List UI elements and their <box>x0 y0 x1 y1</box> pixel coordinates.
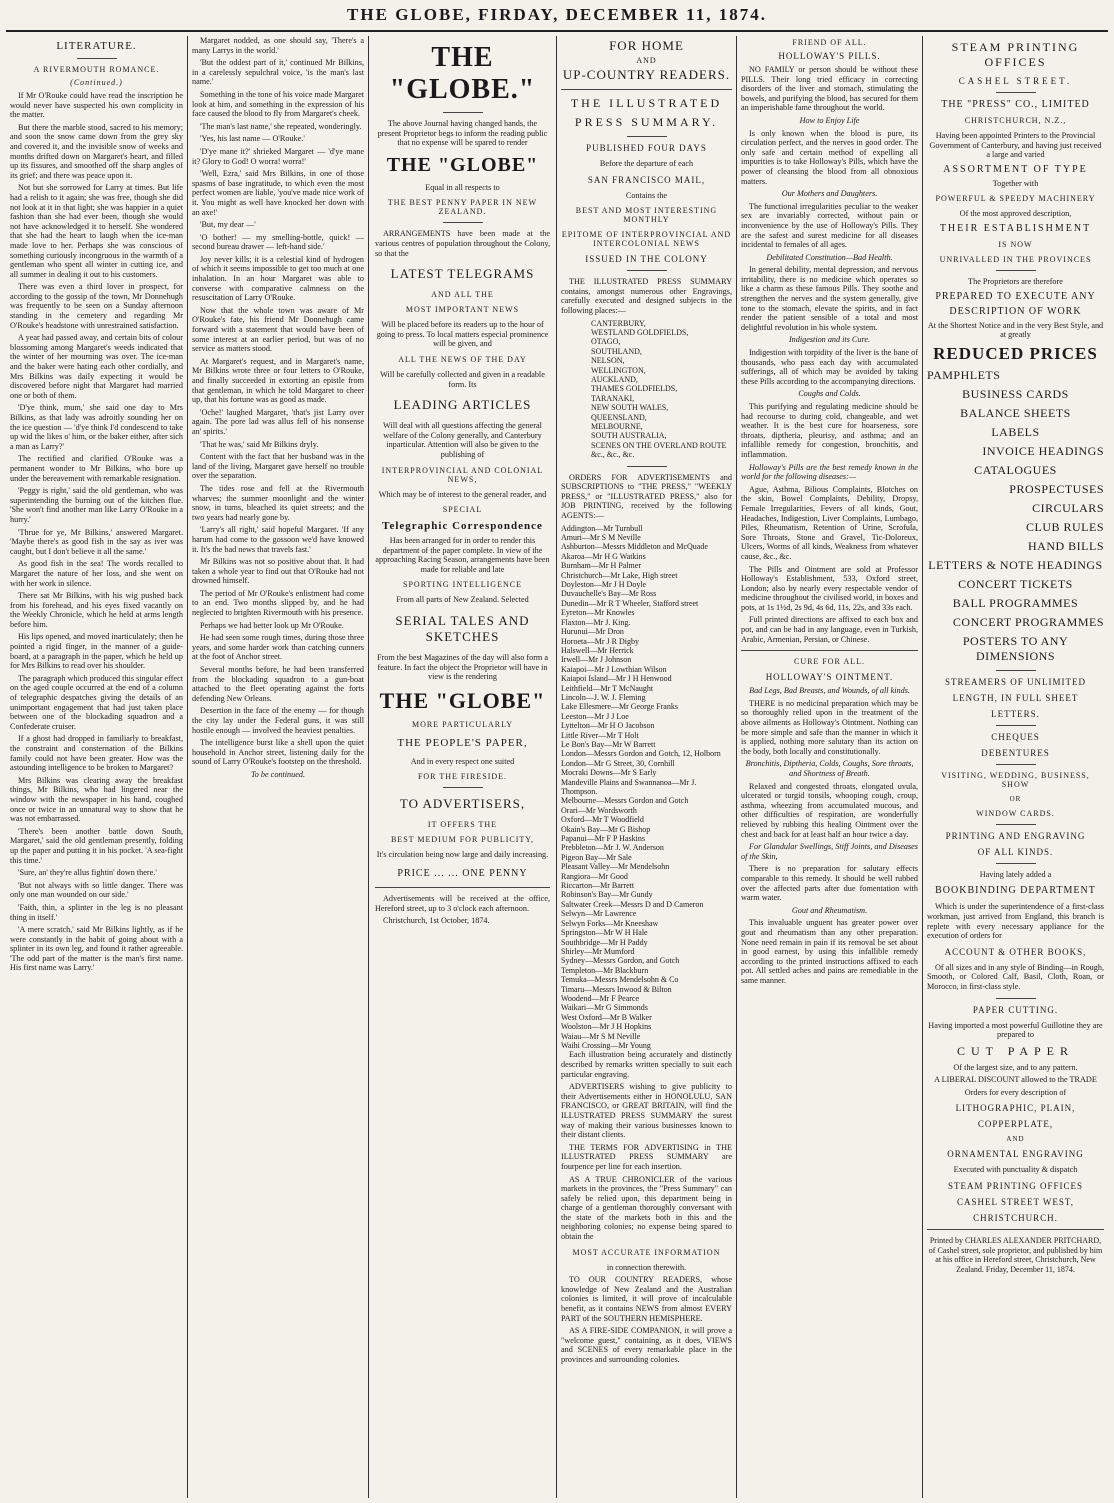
agent-item: Mandeville Plains and Swannanoa—Mr J. Thompson. <box>561 777 697 796</box>
visiting-cards: VISITING, WEDDING, BUSINESS, SHOW <box>941 770 1090 789</box>
divider <box>996 725 1036 726</box>
for-home: FOR HOME <box>609 38 684 53</box>
cashel-street-west: CASHEL STREET WEST, <box>957 1197 1074 1208</box>
enjoy-heading: How to Enjoy Life <box>799 115 860 125</box>
and-all-the: AND ALL THE <box>431 290 494 300</box>
printing-item: HAND BILLS <box>1028 538 1104 553</box>
agent-item: Eyreton—Mr Knowles <box>561 608 635 618</box>
glandular-text: There is no preparation for salutary effects comparable to this remedy. It should be well rubbed over the affected parts after due fomentation with warm water. <box>741 864 918 903</box>
paragraph: 'A mere scratch,' said Mr Bilkins lightly, as if he were constantly in the habit of going about with a splinter in its own leg, and found it rather agreeable. 'The odd part of the matter is the man's first name. His first name was Larry.' <box>10 925 183 973</box>
paragraph: As good fish in the sea! The words recalled to Margaret the nature of her loss, and she went on with her work in silence. <box>10 559 183 588</box>
issued: ISSUED IN THE COLONY <box>585 254 708 265</box>
agent-item: Oxford—Mr T Woodfield <box>561 815 644 825</box>
powerful-machinery: POWERFUL & SPEEDY MACHINERY <box>935 194 1096 204</box>
from-all-parts: From all parts of New Zealand. Selected <box>396 595 529 605</box>
every-respect: And in every respect one suited <box>410 756 515 766</box>
assortment-of-type: ASSORTMENT OF TYPE <box>943 163 1088 175</box>
remedy-heading: Holloway's Pills are the best remedy known in the world for the following diseases:— <box>741 462 918 482</box>
largest-size: Of the largest size, and to any pattern. <box>953 1062 1078 1072</box>
best-penny: THE BEST PENNY PAPER IN NEW ZEALAND. <box>387 198 538 217</box>
paragraph: Mrs Bilkins was clearing away the breakfast things, Mr Bilkins, who had lingered near the window with the newspaper in his hand, coughed once or twice in an unnatural way to show that he was not embarrassed. <box>10 775 183 824</box>
agent-item: Southbridge—Mr H Paddy <box>561 937 648 947</box>
contains: Contains the <box>625 190 668 200</box>
christchurch-nz: CHRISTCHURCH, N.Z., <box>964 116 1067 125</box>
divider <box>77 58 117 59</box>
paragraph: 'Well, Ezra,' said Mrs Bilkins, in one of those spasms of base ingratitude, to which even the most perfect women are liable, 'you've made nice work of it. You might as well have knocked her down with an axe!' <box>192 169 364 217</box>
cut-paper: CUT PAPER <box>956 1043 1075 1058</box>
summary-text: THE ILLUSTRATED PRESS SUMMARY contains, amongst numerous other Engravings, carefully executed and designed subjects in the following places:— <box>561 277 732 315</box>
press-co: THE "PRESS" CO., LIMITED <box>941 99 1090 110</box>
paragraph: There was even a third lover in prospect, for according to the gossip of the town, Mr Donnehugh was frequently to be seen on a Sunday afternoon standing in the cemetery and regarding Mr O'Rouke's headstone with unrestrained satisfaction. <box>10 282 183 330</box>
all-sizes: Of all sizes and in any style of Binding—in Rough, Smooth, or Colored Calf, Basil, Cloth, Roan, or Morocco, in first-class style. <box>927 962 1104 991</box>
column-story-continued <box>187 36 368 1498</box>
cheques: CHEQUES <box>991 731 1040 742</box>
mothers-text: The functional irregularities peculiar to the weaker sex are invariably corrected, without pain or inconvenience by the use of Holloway's Pills. They are the safest and surest medicine for all diseases incidental to females of all ages. <box>741 201 918 250</box>
agent-item: London—Mr G Street, 30, Cornhill <box>561 758 675 768</box>
steam-printing-offices-2: STEAM PRINTING OFFICES <box>947 1181 1083 1192</box>
advertisers-note: ADVERTISERS wishing to give publicity to their Advertisements either in HONOLULU, SAN FRANCISCO, or GREAT BRITAIN, will find the ILLUSTRATED PRESS SUMMARY the surest way of making their various businesses known to their distant clients. <box>561 1082 732 1140</box>
letters: LETTERS. <box>991 708 1040 719</box>
press-summary-title: PRESS SUMMARY. <box>574 115 719 129</box>
bad-legs: Bad Legs, Bad Breasts, and Wounds, of all kinds. <box>749 686 910 696</box>
reduced-prices: REDUCED PRICES <box>933 343 1098 363</box>
enjoy-text: Is only known when the blood is pure, its circulation perfect, and the nerves in good order. The only safe and certain method of expelling all impurities is to take Holloway's Pills, which have the power of cleansing the blood from all obnoxious matters. <box>741 128 918 186</box>
bronchitis-text: Relaxed and congested throats, elongated uvula, ulcerated or turgid tonsils, whooping cough, croup, asthma, wheezing from accumulated mucous, and other difficulties of respiration, are wonderfully relieved by rubbing this healing Ointment over the chest and back for at least half an hour twice a day. <box>741 781 918 839</box>
special: SPECIAL <box>442 505 483 515</box>
prepared: PREPARED TO EXECUTE ANY <box>935 290 1096 302</box>
is-now: IS NOW <box>998 239 1033 249</box>
agent-item: Lake Ellesmere—Mr George Franks <box>561 702 678 712</box>
place-item: SCENES ON THE OVERLAND ROUTE &c., &c., &c. <box>591 440 727 460</box>
fireside-companion: AS A FIRE-SIDE COMPANION, it will prove a "welcome guest," containing, as it does, VIEWS and SCENES of every remarkable place in the provinces and surrounding colonies. <box>561 1326 732 1364</box>
paragraph: Several months before, he had been transferred from the blockading squadron to a gun-boat attached to the fleet operating against the forts defending New Orleans. <box>192 665 364 703</box>
paragraph: 'But, my dear —' <box>200 220 256 230</box>
place-item: QUEENSLAND, <box>591 412 647 422</box>
latest-telegrams: LATEST TELEGRAMS <box>390 266 535 282</box>
full-directions: Full printed directions are affixed to each box and pot, and can be had in any language, even in Turkish, Arabic, Armenian, Persian, or Chinese. <box>741 615 918 644</box>
agent-item: Horoeta—Mr J R Digby <box>561 636 639 646</box>
agent-item: Akaroa—Mr H G Watkins <box>561 551 646 561</box>
paragraph: 'The man's last name,' she repeated, wonderingly. <box>200 121 362 131</box>
place-item: THAMES GOLDFIELDS, <box>591 384 678 394</box>
agent-item: Dunedin—Mr R T Wheeler, Stafford street <box>561 598 699 608</box>
agent-item: Okain's Bay—Mr G Bishop <box>561 824 651 834</box>
paragraph: 'D'ye mane it?' shrieked Margaret — 'd'ye mane it? Glory to God! O worra! worra!' <box>192 146 364 166</box>
agent-item: Burnham—Mr H Palmer <box>561 561 641 571</box>
place-item: NELSON, <box>591 356 625 366</box>
and-text-2: AND <box>1006 1135 1025 1144</box>
divider <box>927 1229 1104 1230</box>
story-text <box>10 91 183 973</box>
divider <box>443 787 483 788</box>
paragraph: 'There's been another battle down South, Margaret,' said the old gentleman presently, folding up the paper and putting it in his pocket. 'A sea-fight this time.' <box>10 826 183 865</box>
globe-intro: The above Journal having changed hands, the present Proprietor begs to inform the reading public that no expense will be spared to render <box>377 119 548 148</box>
agent-item: Little River—Mr T Holt <box>561 730 639 740</box>
agent-item: Leeston—Mr J J Loe <box>561 711 629 721</box>
serial-tales: SERIAL TALES AND SKETCHES <box>395 613 530 645</box>
description-of-work: DESCRIPTION OF WORK <box>949 305 1082 317</box>
continued-note: (Continued.) <box>70 78 123 87</box>
ads-received: Advertisements will be received at the office, Hereford street, up to 3 o'clock each afternoon. <box>375 894 550 913</box>
divider <box>996 764 1036 765</box>
which-may: Which may be of interest to the general reader, and <box>378 489 547 499</box>
story-title: A RIVERMOUTH ROMANCE. <box>33 65 160 74</box>
all-news: ALL THE NEWS OF THE DAY <box>398 354 527 364</box>
each-illustration: Each illustration being accurately and distinctly described by remarks written specially to suit each particular engraving. <box>561 1050 732 1079</box>
carefully-collected: Will be carefully collected and given in a readable form. Its <box>380 369 545 389</box>
column-printing-offices <box>922 36 1108 1498</box>
proprietors: The Proprietors are therefore <box>968 276 1063 286</box>
agent-item: Orari—Mr Wordsworth <box>561 805 637 815</box>
agent-item: Duvauchelle's Bay—Mr Ross <box>561 589 657 599</box>
of-all-kinds: OF ALL KINDS. <box>977 846 1054 857</box>
bookbinding: BOOKBINDING DEPARTMENT <box>935 885 1096 897</box>
agent-item: London—Messrs Gordon and Gotch, 12, Holborn <box>561 749 721 759</box>
divider <box>996 998 1036 999</box>
paragraph: He had seen some rough times, during those three years, and some harder work than catching cunners at the foot of Anchor street. <box>192 633 364 662</box>
literature-heading: LITERATURE. <box>56 40 137 52</box>
orders-for: Orders for every description of <box>964 1087 1067 1097</box>
copperplate: COPPERPLATE, <box>977 1119 1054 1130</box>
unrivalled: UNRIVALLED IN THE PROVINCES <box>939 254 1092 264</box>
their-establishment: THEIR ESTABLISHMENT <box>939 222 1092 234</box>
agent-item: Melbourne—Messrs Gordon and Gotch <box>561 796 689 806</box>
sporting-intelligence: SPORTING INTELLIGENCE <box>403 580 522 590</box>
agent-item: Le Bon's Bay—Mr W Barrett <box>561 739 656 749</box>
paragraph: But there the marble stood, sacred to his memory; and soon the snow came down from the grey sky and covered it, and the invisible snow of weeks and months drifted down on Margaret's heart, and filled up its fissures, and smoothed off the sharp angles of its grief; and there was peace upon it. <box>10 122 183 180</box>
paragraph: Not but she sorrowed for Larry at times. But life had a relish to it again; she was free, though she did not look at it in that light; she was happier in a quiet fashion than she had ever been, though she would not have acknowledged it to herself. She wondered that she had the heart to laugh when the ice-man made love to her. Perhaps she was conscious of something curiously incongruous in the warmth of a gentleman who spent all winter in cutting ice, and all summer in dealing it out to his customers. <box>10 183 183 279</box>
telegraphic-correspondence: Telegraphic Correspondence <box>382 520 543 533</box>
debility-text: In general debility, mental depression, and nervous irritability, there is no medicine which operates so like a charm as these famous Pills. They soothe and strengthen the nerves and the system generally, give tone to the stomach, elevate the spirits, and in fact render the patient sensible of a total and most delightful revolution in his whole system. <box>741 265 918 332</box>
printing-item: PAMPHLETS <box>927 367 1001 382</box>
agent-item: Flaxton—Mr J. King. <box>561 617 631 627</box>
paragraph: His lips opened, and moved inarticulately; then he pointed a rigid finger, in the manner of a guide-board, at a paragraph in the paper, which he held up for Mrs Bilkins to read over his shoulder. <box>10 632 183 671</box>
paragraph: 'D'ye think, mum,' she said one day to Mrs Bilkins, as that lady was adroitly sounding her on the ice question — 'd'ye think I'd condescend to take up wid the likes o' him, or the baker either, after sich a man as Larry?' <box>10 403 183 451</box>
best-medium: BEST MEDIUM FOR PUBLICITY, <box>390 835 535 845</box>
paragraph: 'Yes, his last name — O'Rouke.' <box>200 134 305 144</box>
place-item: MELBOURNE, <box>591 422 643 432</box>
divider <box>627 270 667 271</box>
gout-heading: Gout and Rheumatism. <box>791 905 868 915</box>
printing-item: BALANCE SHEETS <box>960 405 1071 420</box>
column-literature <box>6 36 187 1498</box>
printing-item: CONCERT PROGRAMMES <box>952 614 1104 629</box>
ornamental-engraving: ORNAMENTAL ENGRAVING <box>947 1149 1084 1160</box>
to-advertisers: TO ADVERTISERS, <box>399 796 526 812</box>
printing-items-list <box>927 368 1104 664</box>
agent-item: Leithfield—Mr T McNaught <box>561 683 654 693</box>
agent-item: Rangiora—Mr Good <box>561 871 628 881</box>
place-item: NEW SOUTH WALES, <box>591 403 669 413</box>
paragraph: Desertion in the face of the enemy — for though the city lay under the Federal guns, it was still hostile enough — involved the heaviest penalties. <box>192 706 364 735</box>
agent-item: Pigeon Bay—Mr Sale <box>561 852 632 862</box>
agent-item: Kaiapoi Island—Mr J H Henwood <box>561 674 672 684</box>
paragraph: The paragraph which produced this singular effect on the aged couple occurred at the end of a column of telegraphic despatches giving the details of an unimportant engagement that had just taken place between one of the blockading squadron and a Confederate cruiser. <box>10 673 183 731</box>
steam-printing-offices: STEAM PRINTING OFFICES <box>951 40 1080 69</box>
debentures: DEBENTURES <box>981 747 1050 758</box>
dateline: Christchurch, 1st October, 1874. <box>383 916 490 926</box>
agent-item: Waiau—Mr S M Neville <box>561 1031 641 1041</box>
divider <box>627 466 667 467</box>
agent-item: Saltwater Creek—Messrs D and D Cameron <box>561 899 704 909</box>
divider <box>375 887 550 888</box>
length: LENGTH, IN FULL SHEET <box>952 692 1079 703</box>
paragraph: 'Peggy is right,' said the old gentleman, who was superintending the burning out of the kitchen flue. 'She won't find another man like Larry O'Rouke in a hurry.' <box>10 486 183 524</box>
agent-item: Kaiapoi—Mr J Lowthian Wilson <box>561 664 667 674</box>
paragraph: 'Sure, an' they're allus fightin' down there.' <box>18 868 157 878</box>
printing-item: BUSINESS CARDS <box>962 386 1069 401</box>
paragraph: The tides rose and fell at the Rivermouth wharves; the summer moonlight and the winter snow, in turns, bleached its quiet streets; and the two years had nearly gone by. <box>192 483 364 522</box>
more-particularly: MORE PARTICULARLY <box>412 719 513 729</box>
paragraph: A year had passed away, and certain bits of colour blossoming among Margaret's weeds indicated that the winter of her mourning was over. The ice-man and the baker were hating each other cordially, and Mrs Bilkins was daily expecting it would be discovered before night that Margaret had married one or both of them. <box>10 333 183 400</box>
chronicler: AS A TRUE CHRONICLER of the various markets in the provinces, the "Press Summary" can safely be relied upon, this department being in charge of a gentleman thoroughly conversant with the state of the markets both in this and the neighboring colonies; no expense being spared to obtain the <box>561 1174 732 1242</box>
pills-intro: NO FAMILY or person should be without these PILLS. Their long tried efficacy in correcting disorders of the liver and stomach, stimulating the bowels, and purifying the blood, has secured for them an imperishable fame throughout the world. <box>741 65 918 113</box>
coughs-text: This purifying and regulating medicine should be had recourse to during cold, changeable, and wet weather. It is the best cure for hoarseness, sore throats, diptheria, pleurisy, and asthma; and an infallible remedy for congestion, bronchitis, and inflammation. <box>741 402 918 459</box>
agent-item: Riccarton—Mr Barrett <box>561 881 635 891</box>
before-departure: Before the departure of each <box>599 159 694 168</box>
liberal-discount: A LIBERAL DISCOUNT allowed to the TRADE <box>934 1075 1097 1085</box>
printing-item: PROSPECTUSES <box>1009 481 1104 496</box>
agent-item: Mocraki Downs—Mr S Early <box>561 768 657 778</box>
divider <box>996 863 1036 864</box>
placed-before: Will be placed before its readers up to the hour of going to press. To local matters especial prominence will be given, and <box>376 320 549 349</box>
paragraph: 'But the oddest part of it,' continued Mr Bilkins, in a carelessly sepulchral voice, 'is the man's last name.' <box>192 58 364 87</box>
coughs-heading: Coughs and Colds. <box>798 389 861 399</box>
agent-item: Waikari—Mr G Simmonds <box>561 1003 648 1013</box>
agent-item: Papanui—Mr F P Haskins <box>561 834 645 844</box>
imprint: Printed by CHARLES ALEXANDER PRITCHARD, of Cashel street, sole proprietor, and published by him at his office in Hereford street, Christchurch, New Zealand. Friday, December 11, 1874. <box>928 1236 1103 1274</box>
having-been: Having been appointed Printers to the Provincial Government of Canterbury, and having just received a large and varied <box>929 131 1102 160</box>
circulation: It's circulation being now large and daily increasing. <box>376 850 549 860</box>
paragraph: 'Oche!' laughed Margaret, 'that's jist Larry over again. The pore lad was allus fell of his nonsense an' spirits.' <box>192 407 364 436</box>
printing-item: LABELS <box>991 424 1040 439</box>
most-approved: Of the most approved description, <box>959 209 1072 219</box>
place-item: TARANAKI, <box>591 393 635 403</box>
agent-item: Shirley—Mr Mumford <box>561 946 635 956</box>
upcountry-readers: UP-COUNTRY READERS. <box>562 67 731 82</box>
having-lately: Having lately added a <box>979 869 1052 879</box>
sold-at: The Pills and Ointment are sold at Professor Holloway's Establishment, 533, Oxford street, London; also by nearly every respectable vendor of medicine throughout the civilised world, in boxes and pots, at 1s 1½d, 2s 9d, 4s 6d, 11s, 22s, and 33s each. <box>741 564 918 612</box>
indigestion-text: Indigestion with torpidity of the liver is the bane of thousands, who pass each day with accumulated sufferings, all of which may be avoided by taking these Pills according to the accompanying directions. <box>741 348 918 386</box>
holloways-pills: HOLLOWAY'S PILLS. <box>778 51 881 61</box>
column-press-summary <box>556 36 736 1498</box>
printing-item: INVOICE HEADINGS <box>982 443 1104 458</box>
or-text: OR <box>1009 794 1022 803</box>
cashel-street: CASHEL STREET. <box>958 76 1073 86</box>
agent-item: Selwyn—Mr Lawrence <box>561 909 637 919</box>
indigestion-heading: Indigestion and its Cure. <box>788 335 871 345</box>
divider <box>996 92 1036 93</box>
printing-engraving: PRINTING AND ENGRAVING <box>945 830 1086 841</box>
place-item: SOUTH AUSTRALIA, <box>591 431 667 441</box>
best-monthly: BEST AND MOST INTERESTING MONTHLY <box>575 206 718 225</box>
price: PRICE ... ... ONE PENNY <box>397 868 528 880</box>
account-books: ACCOUNT & OTHER BOOKS, <box>944 946 1087 957</box>
column-globe-ad <box>368 36 556 1498</box>
streamers: STREAMERS OF UNLIMITED <box>944 676 1086 687</box>
paragraph: 'Thrue for ye, Mr Bilkins,' answered Margaret. 'Maybe there's as good fish in the say as iver was caught, but I don't believe it all the same.' <box>10 527 183 556</box>
paragraph: 'That he was,' said Mr Bilkins dryly. <box>200 439 319 449</box>
agent-item: Temuka—Messrs Mendelsohn & Co <box>561 975 679 985</box>
place-item: OTAGO, <box>591 337 621 347</box>
peoples-paper: THE PEOPLE'S PAPER, <box>397 736 528 749</box>
for-the-fireside: FOR THE FIRESIDE. <box>417 772 508 782</box>
agent-item: Prebbleton—Mr J. W. Anderson <box>561 843 664 853</box>
arrangements: ARRANGEMENTS have been made at the various centres of population throughout the Colony, so that the <box>375 229 550 258</box>
cure-for-all: CURE FOR ALL. <box>793 657 865 667</box>
bronchitis-heading: Bronchitis, Diptheria, Colds, Coughs, Sore throats, and Shortness of Breath. <box>745 759 914 778</box>
most-important-news: MOST IMPORTANT NEWS <box>405 305 520 315</box>
agent-item: Selwyn Forks—Mr Kneeshaw <box>561 918 659 928</box>
to-be-continued: To be continued. <box>250 769 306 779</box>
printing-item: BALL PROGRAMMES <box>952 595 1079 610</box>
debility-heading: Debilitated Constitution—Bad Health. <box>766 252 893 262</box>
accurate-info: MOST ACCURATE INFORMATION <box>572 1247 721 1257</box>
no-medicinal: THERE is no medicinal preparation which may be so thoroughly relied upon in the treatment of the above ailments as Holloway's Ointment. Nothing can be more simple and safe than the manner in which it is applied, nothing more salutary than its action on the body, both locally and constitutionally. <box>741 698 918 756</box>
agent-item: Doyleston—Mr J H Doyle <box>561 580 647 590</box>
equal-text: Equal in all respects to <box>425 182 500 192</box>
paragraph: The period of Mr O'Rouke's enlistment had come to an end. Two months slipped by, and he had neglected to brighten Rivermouth with his presence. <box>192 588 364 618</box>
printing-item: CLUB RULES <box>1025 519 1104 534</box>
terms: THE TERMS FOR ADVERTISING in THE ILLUSTRATED PRESS SUMMARY are fourpence per line for each insertion. <box>561 1142 732 1171</box>
divider <box>996 270 1036 271</box>
lithographic: LITHOGRAPHIC, PLAIN, <box>955 1103 1076 1114</box>
paragraph: 'Faith, thin, a splinter in the leg is no pleasant thing in itself.' <box>10 902 183 922</box>
globe-title-3: THE "GLOBE" <box>379 687 546 713</box>
agent-item: Hurunui—Mr Dron <box>561 627 624 637</box>
paragraph: Now that the whole town was aware of Mr O'Rouke's fate, his friend Mr Donnehugh came forward with a statement that would have been of some interest at an earlier period, but was of no service as matters stood. <box>192 305 364 354</box>
christchurch: CHRISTCHURCH. <box>973 1213 1058 1224</box>
agent-item: Lyttelton—Mr H O Jacobson <box>561 721 655 731</box>
divider <box>443 222 483 223</box>
printing-item: CIRCULARS <box>1032 500 1104 515</box>
leading-articles: LEADING ARTICLES <box>393 397 532 413</box>
paragraph: If a ghost had dropped in familiarly to breakfast, the constraint and consternation of the Bilkins family could not have been greater. How was the astounding intelligence to be broken to Margaret? <box>10 734 183 773</box>
shortest-notice: At the Shortest Notice and in the very Best Style, and at greatly <box>927 320 1104 340</box>
divider <box>443 112 483 113</box>
friend-of-all: FRIEND OF ALL. <box>792 38 867 47</box>
place-item: SOUTHLAND, <box>591 346 642 356</box>
it-offers: IT OFFERS THE <box>427 820 498 830</box>
paragraph: Something in the tone of his voice made Margaret look at him, and something in the expression of his face caused the blood to fly from Margaret's cheek. <box>192 89 365 119</box>
agent-item: Irwell—Mr J Johnson <box>561 655 632 665</box>
will-deal: Will deal with all questions affecting the general welfare of the Colony generally, and Canterbury inparticular. Attention will also be given to the publishing of <box>383 421 542 459</box>
divider <box>741 650 918 651</box>
agent-item: Springston—Mr W H Hale <box>561 928 648 938</box>
gout-text: This invaluable unguent has greater power over gout and rheumatism than any other preparation. None need remain in pain if its removal be set about in good earnest, by using this infallible remedy according to the printed instructions affixed to each pot. All settled aches and pains are remediable in the same manner. <box>741 918 918 985</box>
places-list <box>561 319 732 460</box>
paragraph: Margaret nodded, as one should say, 'There's a many Larrys in the world.' <box>192 36 364 55</box>
divider <box>996 824 1036 825</box>
masthead-rule <box>6 30 1108 32</box>
paragraph: Mr Bilkins was not so positive about that. It had taken a whole year to find out that O'Rouke had not drowned himself. <box>192 557 364 586</box>
paragraph: The rectified and clarified O'Rouke was a permanent wonder to Mr Bilkins, who bore up under the bereavement with remarkable resignation. <box>10 454 183 483</box>
has-been-arranged: Has been arranged for in order to render this department of the paper complete. In view of the approaching Racing Season, arrangements have been made for reliable and late <box>375 536 550 574</box>
agent-item: Christchurch—Mr Lake, High street <box>561 570 678 580</box>
and-text: AND <box>636 56 657 65</box>
agent-item: Templeton—Mr Blackburn <box>561 965 649 975</box>
country-readers: TO OUR COUNTRY READERS, whose knowledge of New Zealand and the Australian colonies is limited, it will prove of incalculable benefit, as it contains NEWS from almost EVERY PART of the SOUTHERN HEMISPHERE. <box>561 1275 732 1323</box>
agent-item: Lincoln—J. W. J. Fleming <box>561 692 646 702</box>
paragraph: Content with the fact that her husband was in the land of the living, Margaret gave herself no trouble over the separation. <box>192 452 364 481</box>
remedy-list: Ague, Asthma, Bilious Complaints, Blotches on the skin, Bowel Complaints, Debility, Dropsy, Female Irregularities, Fevers of all kinds, Gout, Headaches, Indigestion, Liver Complaints, Lumbago, Piles, Rheumatism, Retention of Urine, Scrofula, Sore Throats, Stone and Gravel, Tic-Doloreux, Ulcers, Worms of all kinds, Weakness from whatever cause, &c., &c. <box>741 484 918 561</box>
in-connection: in connection therewith. <box>606 1262 687 1272</box>
paragraph: 'O bother! — my smelling-bottle, quick! — second bureau drawer — left-hand side.' <box>192 232 364 252</box>
agent-item: Robinson's Bay—Mr Gundy <box>561 890 653 900</box>
agent-item: Sydney—Messrs Gordon, and Gotch <box>561 956 680 966</box>
agent-item: Waihi Crossing—Mr Young <box>561 1040 651 1050</box>
paper-cutting: PAPER CUTTING. <box>972 1004 1059 1015</box>
glandular-heading: For Glandular Swellings, Stiff Joints, and Diseases of the Skin, <box>741 842 918 861</box>
agent-item: Addington—Mr Turnbull <box>561 523 643 533</box>
agent-item: Amuri—Mr S M Neville <box>561 533 641 543</box>
orders: ORDERS FOR ADVERTISEMENTS and SUBSCRIPTIONS to "THE PRESS," "WEEKLY PRESS," or "ILLUSTRATED PRESS," also for JOB PRINTING, received by the following AGENTS:— <box>561 472 732 521</box>
epitome: EPITOME OF INTERPROVINCIAL AND INTERCOLONIAL NEWS <box>561 230 732 249</box>
which-is: Which is under the superintendence of a first-class workman, just arrived from England, this branch is replete with every necessary appliance for the execution of orders for <box>927 902 1104 941</box>
masthead: THE GLOBE, FIRDAY, DECEMBER 11, 1874. <box>347 5 767 24</box>
paragraph: The intelligence burst like a shell upon the quiet household in Anchor street, listening daily for the sound of Larry O'Rouke's footstep on the threshold. <box>192 738 364 767</box>
place-item: CANTERBURY, <box>591 318 646 328</box>
agents-list <box>561 524 732 1051</box>
paragraph: 'But not always with so little danger. There was only one man wounded on our side.' <box>10 880 183 900</box>
mothers-heading: Our Mothers and Daughters. <box>781 189 878 199</box>
together-with: Together with <box>992 178 1039 188</box>
agent-item: West Oxford—Mr B Walker <box>561 1012 652 1022</box>
executed: Executed with punctuality & dispatch <box>953 1165 1078 1175</box>
paragraph: There sat Mr Bilkins, with his wig pushed back from his forehead, and his eyes fixed vacantly on the Weekly Chronicle, which he held at arms length before him. <box>10 591 183 629</box>
agent-item: Timaru—Messrs Inwood & Bilton <box>561 984 672 994</box>
divider <box>627 136 667 137</box>
paragraph: Perhaps we had better look up Mr O'Rouke. <box>200 620 344 630</box>
window-cards: WINDOW CARDS. <box>976 808 1055 818</box>
globe-title: THE "GLOBE." <box>389 42 536 105</box>
paragraph: 'Larry's all right,' said hopeful Margaret. 'If any harum had come to the gossoon we'd have knowed it. It's the bad news that travels fast.' <box>192 525 364 554</box>
interprovincial-news: INTERPROVINCIAL AND COLONIAL NEWS, <box>381 465 544 484</box>
divider <box>996 670 1036 671</box>
place-item: WESTLAND GOLDFIELDS, <box>591 327 689 337</box>
printing-item: CONCERT TICKETS <box>958 576 1073 591</box>
illustrated-title: THE ILLUSTRATED <box>570 96 723 110</box>
printing-item: CATALOGUES <box>974 462 1057 477</box>
paragraph: Joy never kills; it is a celestial kind of hydrogen of which it seems impossible to get too much at one inhalation. In an hour Margaret was able to converse with comparative calmness on the resuscitation of Larry O'Rouke. <box>192 254 364 303</box>
printing-item: POSTERS TO ANY DIMENSIONS <box>962 633 1069 663</box>
from-best-magazines: From the best Magazines of the day will also form a feature. In fact the object the Proprietor will have in view is the rendering <box>377 653 548 682</box>
published: PUBLISHED FOUR DAYS <box>586 143 707 153</box>
globe-title-2: THE "GLOBE" <box>386 153 539 176</box>
column-holloway <box>736 36 922 1498</box>
place-item: AUCKLAND, <box>591 375 638 384</box>
paragraph: If Mr O'Rouke could have read the inscription he would never have suspected his own complicity in the matter. <box>10 91 183 120</box>
story-text-continued <box>192 36 364 767</box>
place-item: WELLINGTON, <box>591 365 646 375</box>
agent-item: Woodend—Mr F Pearce <box>561 993 640 1003</box>
agent-item: Halswell—Mr Herrick <box>561 645 634 655</box>
agent-item: Ashburton—Messrs Middleton and McQuade <box>561 542 708 552</box>
paragraph: At Margaret's request, and in Margaret's name, Mr Bilkins wrote three or four letters to O'Rouke, and finally succeeded in extorting an epistle from that gentleman, in which he told Margaret to cheer up, that his fortune was as good as made. <box>192 356 364 405</box>
imported: Having imported a most powerful Guillotine they are prepared to <box>928 1020 1103 1040</box>
sf-mail: SAN FRANCISCO MAIL, <box>587 174 706 185</box>
agent-item: Pleasant Valley—Mr Mendelsohn <box>561 862 670 872</box>
agent-item: Woolston—Mr J H Hopkins <box>561 1022 652 1032</box>
divider <box>561 89 732 90</box>
holloways-ointment: HOLLOWAY'S OINTMENT. <box>765 672 894 683</box>
printing-item: LETTERS & NOTE HEADINGS <box>928 557 1103 572</box>
